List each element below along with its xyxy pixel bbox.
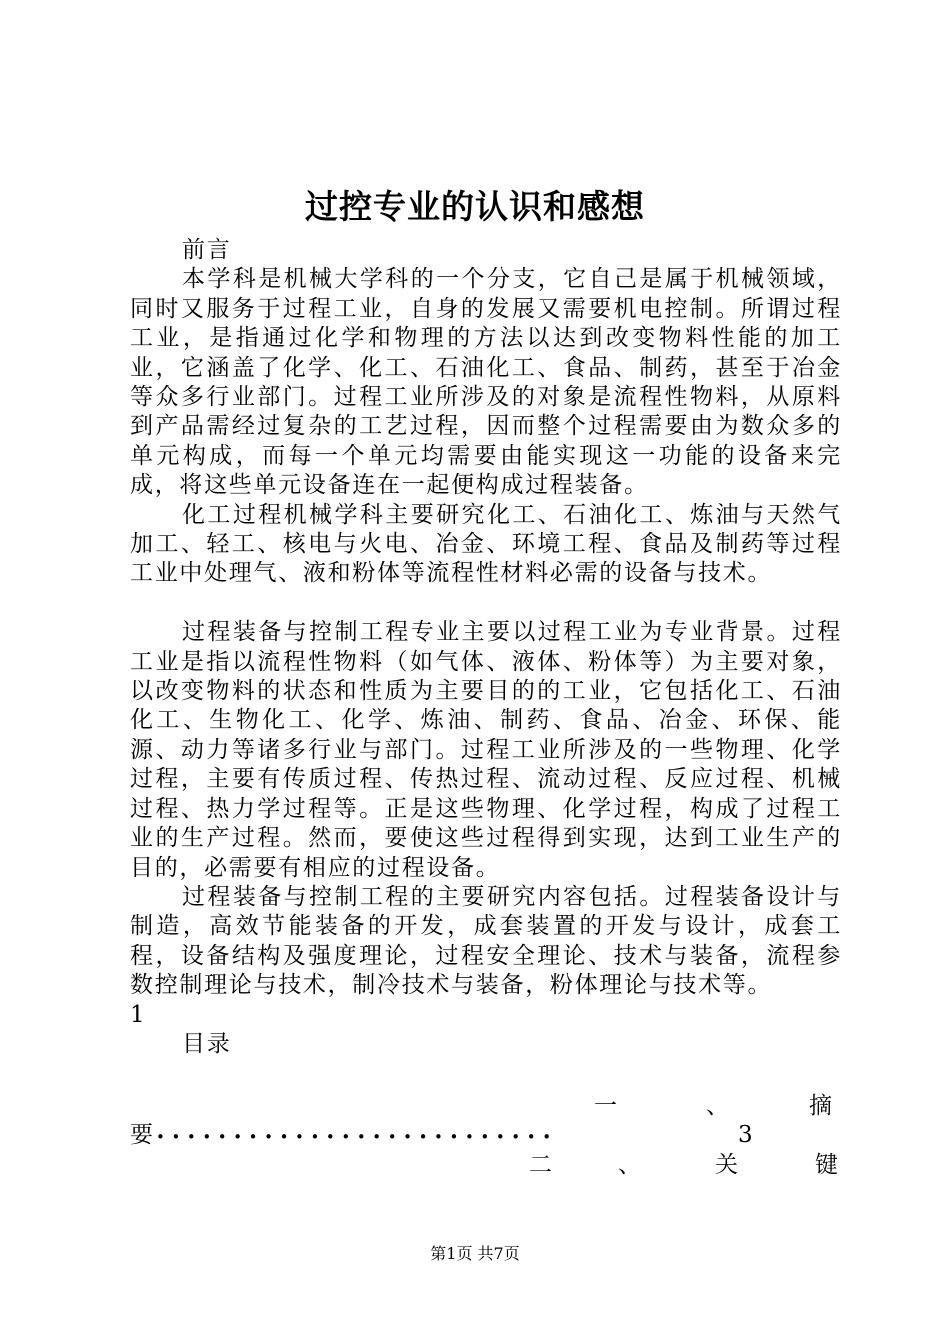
toc-item-2-number: 二: [529, 1151, 552, 1178]
toc-item-1-top: [130, 1092, 842, 1121]
table-of-contents: [130, 1092, 842, 1180]
paragraph-4: 过程装备与控制工程的主要研究内容包括。过程装备设计与制造，高效节能装备的开发，成套装置的开发与设计，成套工程，设备结构及强度理论，过程安全理论、技术与装备，流程参数控制理论与技术，制冷技术与装备，粉体理论与技术等。: [130, 883, 842, 999]
note-number: 1: [130, 1001, 147, 1028]
toc-item-2-separator: 、: [618, 1151, 641, 1178]
paragraph-1: 本学科是机械大学科的一个分支，它自己是属于机械领域，同时又服务于过程工业，自身的发展又需要机电控制。所谓过程工业，是指通过化学和物理的方法以达到改变物料性能的加工业，它涵盖了化学、化工、石油化工、食品、制药，甚至于冶金等众多行业部门。过程工业所涉及的对象是流程性物料，从原料到产品需经过复杂的工艺过程，因而整个过程需要由为数众多的单元构成，而每一个单元均需要由能实现这一功能的设备来完成，将这些单元设备连在一起便构成过程装备。: [130, 266, 842, 499]
toc-item-1-number: 一: [594, 1093, 617, 1119]
document-body: [130, 236, 842, 1059]
preface-heading: 前言: [182, 237, 232, 263]
paragraph-3: 过程装备与控制工程专业主要以过程工业为专业背景。过程工业是指以流程性物料（如气体、液体、粉体等）为主要对象，以改变物料的状态和性质为主要目的的工业，它包括化工、石油化工、生物化工、化学、炼油、制药、食品、冶金、环保、能源、动力等诸多行业与部门。过程工业所涉及的一些物理、化学过程，主要有传质过程、传热过程、流动过程、反应过程、机械过程、热力学过程等。正是这些物理、化学过程，构成了过程工业的生产过程。然而，要使这些过程得到实现，达到工业生产的目的，必需要有相应的过程设备。: [130, 619, 842, 881]
toc-item-2-char: 关: [715, 1151, 738, 1178]
toc-item-2-char2: 键: [815, 1151, 838, 1178]
paragraph-2: 化工过程机械学科主要研究化工、石油化工、炼油与天然气加工、轻工、核电与火电、冶金、环境工程、食品及制药等过程工业中处理气、液和粉体等流程性材料必需的设备与技术。: [130, 501, 842, 587]
toc-item-1-char2: 要: [130, 1122, 153, 1149]
toc-item-1-bottom[interactable]: [130, 1121, 842, 1150]
page-footer: 第1页 共7页: [430, 1244, 520, 1263]
toc-item-2[interactable]: [130, 1151, 842, 1180]
document-title: 过控专业的认识和感想: [305, 187, 645, 226]
toc-item-1-char: 摘: [809, 1093, 832, 1119]
toc-item-1-leader: ••••••••••••••••••••••••••: [156, 1128, 558, 1147]
toc-heading: 目录: [182, 1030, 232, 1057]
toc-item-1-separator: 、: [706, 1093, 729, 1119]
toc-item-1-page: 3: [738, 1122, 753, 1149]
